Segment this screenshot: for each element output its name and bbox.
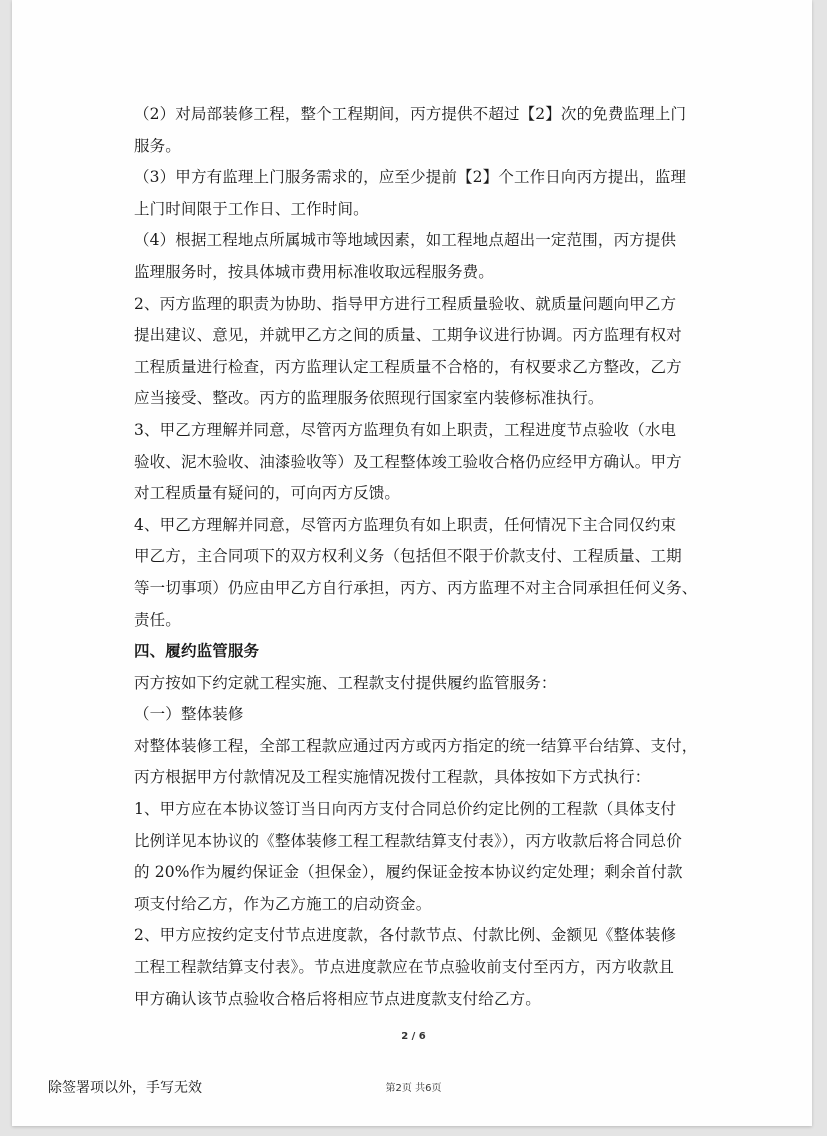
text-line: 应当接受、整改。丙方的监理服务依照现行国家室内装修标准执行。 bbox=[134, 389, 604, 408]
text-line: （一）整体装修 bbox=[134, 705, 244, 724]
text-line: 提出建议、意见，并就甲乙方之间的质量、工期争议进行协调。丙方监理有权对 bbox=[134, 326, 682, 345]
text-line: 1、甲方应在本协议签订当日向丙方支付合同总价约定比例的工程款（具体支付 bbox=[134, 800, 677, 819]
text-line: 上门时间限于工作日、工作时间。 bbox=[134, 199, 369, 218]
section-heading: 四、履约监管服务 bbox=[134, 642, 260, 661]
text-line: 对整体装修工程，全部工程款应通过丙方或丙方指定的统一结算平台结算、支付， bbox=[134, 736, 698, 755]
text-line: 验收、泥木验收、油漆验收等）及工程整体竣工验收合格仍应经甲方确认。甲方 bbox=[134, 452, 682, 471]
text-line: （3）甲方有监理上门服务需求的，应至少提前【2】个工作日向丙方提出，监理 bbox=[134, 168, 687, 187]
text-line: （4）根据工程地点所属城市等地域因素，如工程地点超出一定范围，丙方提供 bbox=[134, 231, 677, 250]
text-line: 的 20%作为履约保证金（担保金），履约保证金按本协议约定处理；剩余首付款 bbox=[134, 863, 683, 882]
document-body bbox=[134, 99, 698, 1015]
text-line: 项支付给乙方，作为乙方施工的启动资金。 bbox=[134, 894, 432, 913]
text-line: 2、甲方应按约定支付节点进度款，各付款节点、付款比例、金额见《整体装修 bbox=[134, 926, 677, 945]
footer-page-count: 第2页 共6页 bbox=[385, 1083, 442, 1094]
page-number: 2 / 6 bbox=[401, 1031, 426, 1042]
text-line: 对工程质量有疑问的，可向丙方反馈。 bbox=[134, 484, 401, 503]
text-line: 服务。 bbox=[134, 136, 181, 155]
text-line: 工程工程款结算支付表》。节点进度款应在节点验收前支付至丙方，丙方收款且 bbox=[134, 958, 675, 977]
footer-note: 除签署项以外，手写无效 bbox=[48, 1080, 202, 1096]
text-line: 甲乙方，主合同项下的双方权利义务（包括但不限于价款支付、工程质量、工期 bbox=[134, 547, 682, 566]
text-line: 丙方按如下约定就工程实施、工程款支付提供履约监管服务： bbox=[134, 673, 557, 692]
text-line: 责任。 bbox=[134, 610, 181, 629]
text-line: 4、甲乙方理解并同意，尽管丙方监理负有如上职责，任何情况下主合同仅约束 bbox=[134, 515, 677, 534]
text-line: 比例详见本协议的《整体装修工程工程款结算支付表》），丙方收款后将合同总价 bbox=[134, 831, 682, 850]
text-line: 3、甲乙方理解并同意，尽管丙方监理负有如上职责，工程进度节点验收（水电 bbox=[134, 420, 677, 439]
text-line: 等一切事项）仍应由甲乙方自行承担，丙方、丙方监理不对主合同承担任何义务、 bbox=[134, 578, 698, 597]
text-line: 甲方确认该节点验收合格后将相应节点进度款支付给乙方。 bbox=[134, 989, 541, 1008]
text-line: （2）对局部装修工程，整个工程期间，丙方提供不超过【2】次的免费监理上门 bbox=[134, 105, 687, 123]
text-line: 监理服务时，按具体城市费用标准收取远程服务费。 bbox=[134, 262, 494, 281]
text-line: 工程质量进行检查，丙方监理认定工程质量不合格的，有权要求乙方整改，乙方 bbox=[134, 357, 682, 376]
text-line: 丙方根据甲方付款情况及工程实施情况拨付工程款，具体按如下方式执行： bbox=[134, 768, 651, 787]
text-line: 2、丙方监理的职责为协助、指导甲方进行工程质量验收、就质量问题向甲乙方 bbox=[134, 294, 677, 313]
